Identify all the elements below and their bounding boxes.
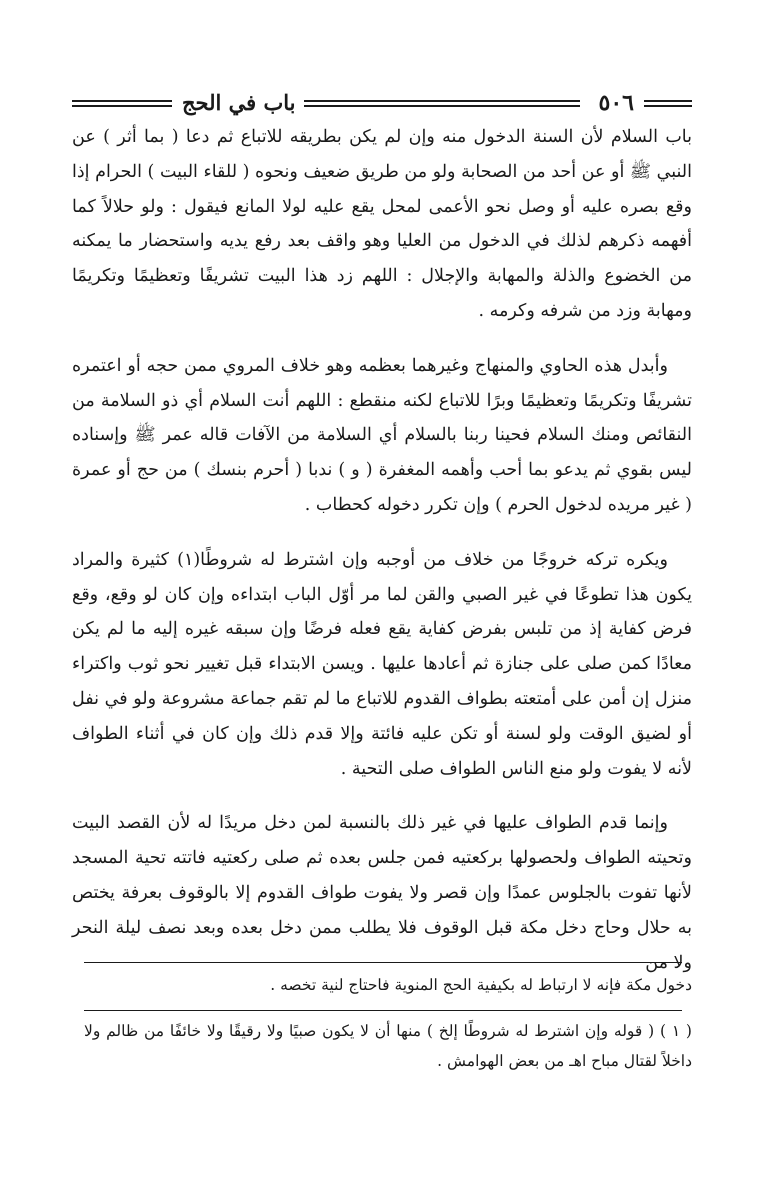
footnote-1: ( ١ ) ( قوله وإن اشترط له شروطًا إلخ ) منها أن لا يكون صبيًا ولا رقيقًا ولا خائفًا من ظالم ولا داخلاً لقتال مباح اهـ من بعض الهوامش . [84, 1022, 692, 1070]
paragraph-4: وإنما قدم الطواف عليها في غير ذلك بالنسبة لمن دخل مريدًا له لأن القصد البيت وتحيته الطواف ولحصولها بركعتيه فمن جلس بعده ثم صلى ركعتيه فاتته تحية المسجد لأنها تفوت بالجلوس عمدًا وإن قصر ولا يفوت طواف القدوم إلا بالوقوف بعرفة يختص به حلال وحاج دخل مكة قبل الوقوف فلا يطلب ممن دخل بعده وبعد نصف ليلة النحر ولا من [72, 813, 692, 973]
footnote-separator-1 [84, 962, 682, 963]
paragraph-1: باب السلام لأن السنة الدخول منه وإن لم يكن بطريقه للاتباع ثم دعا ( بما أثر ) عن النبي ﷺ أو عن أحد من الصحابة ولو من طريق ضعيف ونحوه ( للقاء البيت ) الحرام إذا وقع بصره عليه أو وصل نحو الأعمى لمحل يقع عليه لولا المانع فيقول : ولو حلالاً كما أفهمه ذكرهم لذلك في الدخول من العليا وهو واقف بعد رفع يديه واستحضار ما يمكنه من الخضوع والذلة والمهابة والإجلال : اللهم زد هذا البيت تشريفًا وتعظيمًا وتكريمًا ومهابة وزد من شرفه وكرمه . [72, 127, 692, 321]
main-text [72, 120, 692, 1000]
chapter-title: باب في الحج [182, 90, 296, 115]
footnote-separator-2 [84, 1010, 682, 1011]
running-header [72, 86, 692, 120]
header-rule-right [644, 100, 692, 107]
page-number: ٥٠٦ [598, 90, 634, 116]
paragraph-2: وأبدل هذه الحاوي والمنهاج وغيرهما بعظمه وهو خلاف المروي ممن حجه أو اعتمره تشريفًا وتكريمًا وتعظيمًا وبرًا للاتباع لكنه منقطع : اللهم أنت السلام أي ذو السلامة من النقائص ومنك السلام فحينا ربنا بالسلام أي السلامة من الآفات قاله عمر ﷺ وإسناده ليس بقوي ثم يدعو بما أحب وأهمه المغفرة ( و ) ندبا ( أحرم بنسك ) من حج أو عمرة ( غير مريده لدخول الحرم ) وإن تكرر دخوله كحطاب . [72, 355, 692, 515]
header-rule-left [72, 100, 172, 107]
paragraph-3: ويكره تركه خروجًا من خلاف من أوجبه وإن اشترط له شروطًا(١) كثيرة والمراد يكون هذا تطوعًا في غير الصبي والقن لما مر أوّل الباب ابتداءه وإن كان لو وقع، وقع فرض كفاية إذ من تلبس بفرض كفاية يقع فعله فرضًا وإن سبقه غيره إليه ما لم يكن معادًا كمن صلى على جنازة ثم أعادها عليها . ويسن الابتداء قبل تغيير نحو ثوب واكتراء منزل إن أمن على أمتعته بطواف القدوم للاتباع ما لم تقم جماعة مشروعة ولو في نفل أو لضيق الوقت ولو لسنة أو تكن عليه فائتة وإلا قدم ذلك وإن كان في أثناء الطواف لأنه لا يفوت ولو منع الناس الطواف صلى التحية . [72, 549, 692, 779]
header-rule-middle [304, 100, 580, 107]
footnote-continuation: دخول مكة فإنه لا ارتباط له بكيفية الحج المنوية فاحتاج لنية تخصه . [270, 976, 692, 994]
